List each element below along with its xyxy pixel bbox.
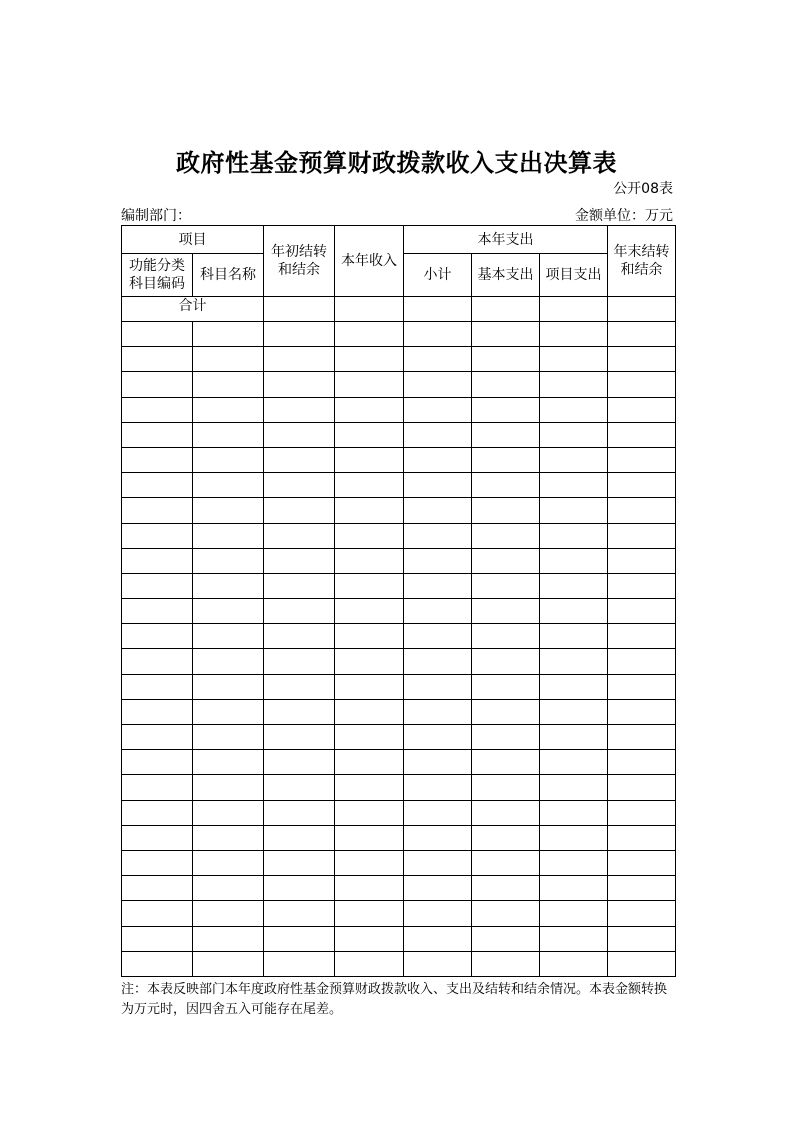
- table-row: [122, 397, 676, 422]
- table-cell: [608, 599, 676, 624]
- table-cell: [264, 322, 335, 347]
- total-opening-balance: [264, 297, 335, 322]
- table-cell: [264, 397, 335, 422]
- table-cell: [193, 901, 264, 926]
- table-row: [122, 825, 676, 850]
- table-cell: [540, 447, 608, 472]
- table-cell: [335, 699, 404, 724]
- table-cell: [122, 649, 193, 674]
- table-cell: [335, 901, 404, 926]
- budget-table: [121, 225, 676, 977]
- header-closing-balance: 年末结转和结余: [608, 226, 676, 297]
- table-row: [122, 599, 676, 624]
- table-cell: [608, 825, 676, 850]
- table-cell: [472, 322, 540, 347]
- table-cell: [122, 347, 193, 372]
- table-cell: [404, 699, 472, 724]
- table-cell: [264, 699, 335, 724]
- table-cell: [472, 473, 540, 498]
- table-cell: [404, 750, 472, 775]
- table-cell: [264, 850, 335, 875]
- table-cell: [122, 800, 193, 825]
- header-project-expense: 项目支出: [540, 254, 608, 297]
- table-cell: [404, 926, 472, 951]
- table-cell: [608, 624, 676, 649]
- table-cell: [193, 951, 264, 976]
- table-cell: [540, 498, 608, 523]
- table-row: [122, 725, 676, 750]
- table-cell: [122, 447, 193, 472]
- header-basic-expense: 基本支出: [472, 254, 540, 297]
- table-cell: [472, 422, 540, 447]
- table-cell: [122, 422, 193, 447]
- table-cell: [540, 926, 608, 951]
- table-cell: [404, 498, 472, 523]
- table-row: [122, 750, 676, 775]
- table-row: [122, 573, 676, 598]
- table-cell: [540, 649, 608, 674]
- table-cell: [335, 372, 404, 397]
- table-cell: [472, 599, 540, 624]
- table-cell: [540, 573, 608, 598]
- total-basic-expense: [472, 297, 540, 322]
- table-cell: [608, 372, 676, 397]
- table-row: [122, 624, 676, 649]
- table-cell: [472, 876, 540, 901]
- table-cell: [335, 725, 404, 750]
- table-cell: [122, 876, 193, 901]
- header-current-expense: 本年支出: [404, 226, 608, 254]
- table-cell: [404, 800, 472, 825]
- table-cell: [264, 447, 335, 472]
- table-cell: [472, 951, 540, 976]
- table-cell: [404, 649, 472, 674]
- table-cell: [193, 725, 264, 750]
- table-cell: [608, 523, 676, 548]
- table-cell: [264, 422, 335, 447]
- table-cell: [264, 750, 335, 775]
- table-cell: [264, 800, 335, 825]
- table-row: [122, 901, 676, 926]
- table-cell: [264, 649, 335, 674]
- table-cell: [122, 397, 193, 422]
- table-cell: [608, 951, 676, 976]
- table-cell: [608, 498, 676, 523]
- table-cell: [335, 876, 404, 901]
- table-cell: [335, 397, 404, 422]
- table-cell: [193, 750, 264, 775]
- table-cell: [122, 548, 193, 573]
- table-cell: [540, 347, 608, 372]
- table-cell: [335, 624, 404, 649]
- total-label: 合计: [122, 297, 264, 322]
- table-cell: [264, 372, 335, 397]
- table-cell: [540, 850, 608, 875]
- table-cell: [122, 951, 193, 976]
- table-cell: [472, 825, 540, 850]
- table-cell: [540, 624, 608, 649]
- table-cell: [404, 347, 472, 372]
- table-cell: [472, 800, 540, 825]
- table-cell: [122, 624, 193, 649]
- table-cell: [608, 573, 676, 598]
- table-cell: [193, 624, 264, 649]
- table-row: [122, 498, 676, 523]
- table-cell: [540, 548, 608, 573]
- table-cell: [264, 523, 335, 548]
- table-cell: [608, 422, 676, 447]
- table-cell: [608, 926, 676, 951]
- header-subtotal: 小计: [404, 254, 472, 297]
- table-cell: [404, 951, 472, 976]
- table-cell: [335, 825, 404, 850]
- table-cell: [335, 548, 404, 573]
- table-row: [122, 850, 676, 875]
- table-cell: [608, 473, 676, 498]
- table-cell: [404, 573, 472, 598]
- table-cell: [608, 397, 676, 422]
- table-cell: [122, 699, 193, 724]
- header-current-income: 本年收入: [335, 226, 404, 297]
- table-cell: [472, 372, 540, 397]
- table-cell: [472, 750, 540, 775]
- table-cell: [472, 523, 540, 548]
- table-row: [122, 422, 676, 447]
- table-cell: [540, 473, 608, 498]
- table-cell: [193, 800, 264, 825]
- table-cell: [404, 473, 472, 498]
- table-row: [122, 347, 676, 372]
- table-cell: [404, 523, 472, 548]
- table-row: [122, 674, 676, 699]
- table-cell: [404, 422, 472, 447]
- table-cell: [472, 573, 540, 598]
- table-cell: [472, 901, 540, 926]
- header-func-code: 功能分类科目编码: [122, 254, 193, 297]
- table-cell: [404, 372, 472, 397]
- table-cell: [608, 322, 676, 347]
- table-cell: [122, 825, 193, 850]
- table-cell: [540, 322, 608, 347]
- table-cell: [264, 573, 335, 598]
- table-cell: [404, 548, 472, 573]
- table-cell: [193, 372, 264, 397]
- table-cell: [540, 699, 608, 724]
- table-cell: [404, 447, 472, 472]
- table-cell: [193, 850, 264, 875]
- table-cell: [335, 750, 404, 775]
- table-cell: [122, 372, 193, 397]
- table-cell: [335, 649, 404, 674]
- table-row: [122, 876, 676, 901]
- table-cell: [540, 397, 608, 422]
- table-cell: [193, 825, 264, 850]
- header-item: 项目: [122, 226, 264, 254]
- table-cell: [264, 951, 335, 976]
- total-project-expense: [540, 297, 608, 322]
- table-cell: [335, 447, 404, 472]
- table-cell: [122, 750, 193, 775]
- table-cell: [540, 901, 608, 926]
- table-row: [122, 523, 676, 548]
- table-cell: [472, 498, 540, 523]
- table-cell: [122, 473, 193, 498]
- table-cell: [540, 825, 608, 850]
- table-cell: [264, 926, 335, 951]
- total-row: [122, 297, 676, 322]
- table-cell: [193, 649, 264, 674]
- table-cell: [404, 599, 472, 624]
- table-cell: [608, 674, 676, 699]
- table-cell: [335, 422, 404, 447]
- table-cell: [472, 624, 540, 649]
- table-cell: [540, 775, 608, 800]
- table-cell: [193, 548, 264, 573]
- table-cell: [264, 901, 335, 926]
- table-cell: [264, 599, 335, 624]
- table-cell: [540, 422, 608, 447]
- table-cell: [193, 322, 264, 347]
- table-cell: [404, 322, 472, 347]
- table-cell: [608, 750, 676, 775]
- table-cell: [193, 876, 264, 901]
- table-cell: [472, 397, 540, 422]
- table-cell: [472, 674, 540, 699]
- table-cell: [404, 775, 472, 800]
- table-cell: [404, 901, 472, 926]
- department-label: 编制部门：: [121, 208, 191, 224]
- table-cell: [540, 599, 608, 624]
- table-cell: [472, 649, 540, 674]
- table-cell: [404, 850, 472, 875]
- table-cell: [122, 901, 193, 926]
- table-cell: [540, 523, 608, 548]
- table-cell: [335, 599, 404, 624]
- table-cell: [335, 674, 404, 699]
- table-cell: [122, 498, 193, 523]
- table-cell: [264, 347, 335, 372]
- table-cell: [335, 850, 404, 875]
- table-cell: [608, 876, 676, 901]
- table-cell: [472, 548, 540, 573]
- table-cell: [472, 347, 540, 372]
- table-cell: [404, 397, 472, 422]
- table-cell: [335, 951, 404, 976]
- page-title: 政府性基金预算财政拨款收入支出决算表: [176, 149, 617, 177]
- table-cell: [608, 699, 676, 724]
- total-closing-balance: [608, 297, 676, 322]
- table-cell: [264, 473, 335, 498]
- table-cell: [404, 725, 472, 750]
- table-cell: [264, 876, 335, 901]
- total-subtotal: [404, 297, 472, 322]
- table-cell: [193, 699, 264, 724]
- table-cell: [472, 447, 540, 472]
- table-row: [122, 775, 676, 800]
- table-cell: [264, 725, 335, 750]
- table-cell: [335, 322, 404, 347]
- total-current-income: [335, 297, 404, 322]
- table-cell: [193, 775, 264, 800]
- table-cell: [335, 926, 404, 951]
- header-opening-balance: 年初结转和结余: [264, 226, 335, 297]
- table-cell: [264, 624, 335, 649]
- table-cell: [608, 850, 676, 875]
- table-cell: [193, 347, 264, 372]
- table-cell: [335, 498, 404, 523]
- table-cell: [608, 901, 676, 926]
- table-cell: [193, 926, 264, 951]
- table-cell: [404, 624, 472, 649]
- table-cell: [335, 473, 404, 498]
- table-cell: [540, 951, 608, 976]
- table-cell: [335, 573, 404, 598]
- header-row-1: [122, 226, 676, 254]
- table-cell: [540, 876, 608, 901]
- form-code: 公开08表: [613, 181, 673, 197]
- table-cell: [193, 599, 264, 624]
- table-cell: [193, 573, 264, 598]
- table-row: [122, 926, 676, 951]
- table-row: [122, 322, 676, 347]
- header-subject-name: 科目名称: [193, 254, 264, 297]
- table-cell: [193, 447, 264, 472]
- table-cell: [122, 674, 193, 699]
- table-cell: [193, 498, 264, 523]
- table-row: [122, 473, 676, 498]
- table-cell: [193, 523, 264, 548]
- table-row: [122, 372, 676, 397]
- table-cell: [122, 725, 193, 750]
- table-cell: [540, 674, 608, 699]
- table-cell: [335, 775, 404, 800]
- table-row: [122, 800, 676, 825]
- table-cell: [472, 725, 540, 750]
- table-cell: [335, 347, 404, 372]
- table-cell: [608, 649, 676, 674]
- table-cell: [122, 599, 193, 624]
- table-cell: [540, 750, 608, 775]
- table-cell: [472, 926, 540, 951]
- table-cell: [608, 447, 676, 472]
- table-cell: [472, 775, 540, 800]
- table-row: [122, 548, 676, 573]
- table-cell: [540, 725, 608, 750]
- table-cell: [335, 523, 404, 548]
- table-cell: [540, 800, 608, 825]
- table-row: [122, 699, 676, 724]
- table-cell: [608, 347, 676, 372]
- table-cell: [540, 372, 608, 397]
- table-cell: [608, 775, 676, 800]
- table-cell: [264, 674, 335, 699]
- table-cell: [122, 850, 193, 875]
- table-cell: [472, 850, 540, 875]
- table-cell: [335, 800, 404, 825]
- table-row: [122, 649, 676, 674]
- table-cell: [608, 548, 676, 573]
- table-cell: [193, 674, 264, 699]
- table-cell: [608, 800, 676, 825]
- table-cell: [264, 498, 335, 523]
- table-cell: [122, 523, 193, 548]
- table-cell: [404, 674, 472, 699]
- table-cell: [404, 825, 472, 850]
- table-cell: [193, 422, 264, 447]
- table-cell: [122, 926, 193, 951]
- unit-label: 金额单位：万元: [575, 208, 673, 224]
- table-cell: [264, 548, 335, 573]
- table-cell: [264, 775, 335, 800]
- table-row: [122, 951, 676, 976]
- table-cell: [193, 473, 264, 498]
- table-cell: [472, 699, 540, 724]
- table-cell: [608, 725, 676, 750]
- table-cell: [122, 573, 193, 598]
- table-cell: [404, 876, 472, 901]
- table-cell: [122, 322, 193, 347]
- table-cell: [122, 775, 193, 800]
- table-cell: [264, 825, 335, 850]
- table-cell: [193, 397, 264, 422]
- table-row: [122, 447, 676, 472]
- footnote: 注：本表反映部门本年度政府性基金预算财政拨款收入、支出及结转和结余情况。本表金额转换为万元时，因四舍五入可能存在尾差。: [121, 982, 668, 1017]
